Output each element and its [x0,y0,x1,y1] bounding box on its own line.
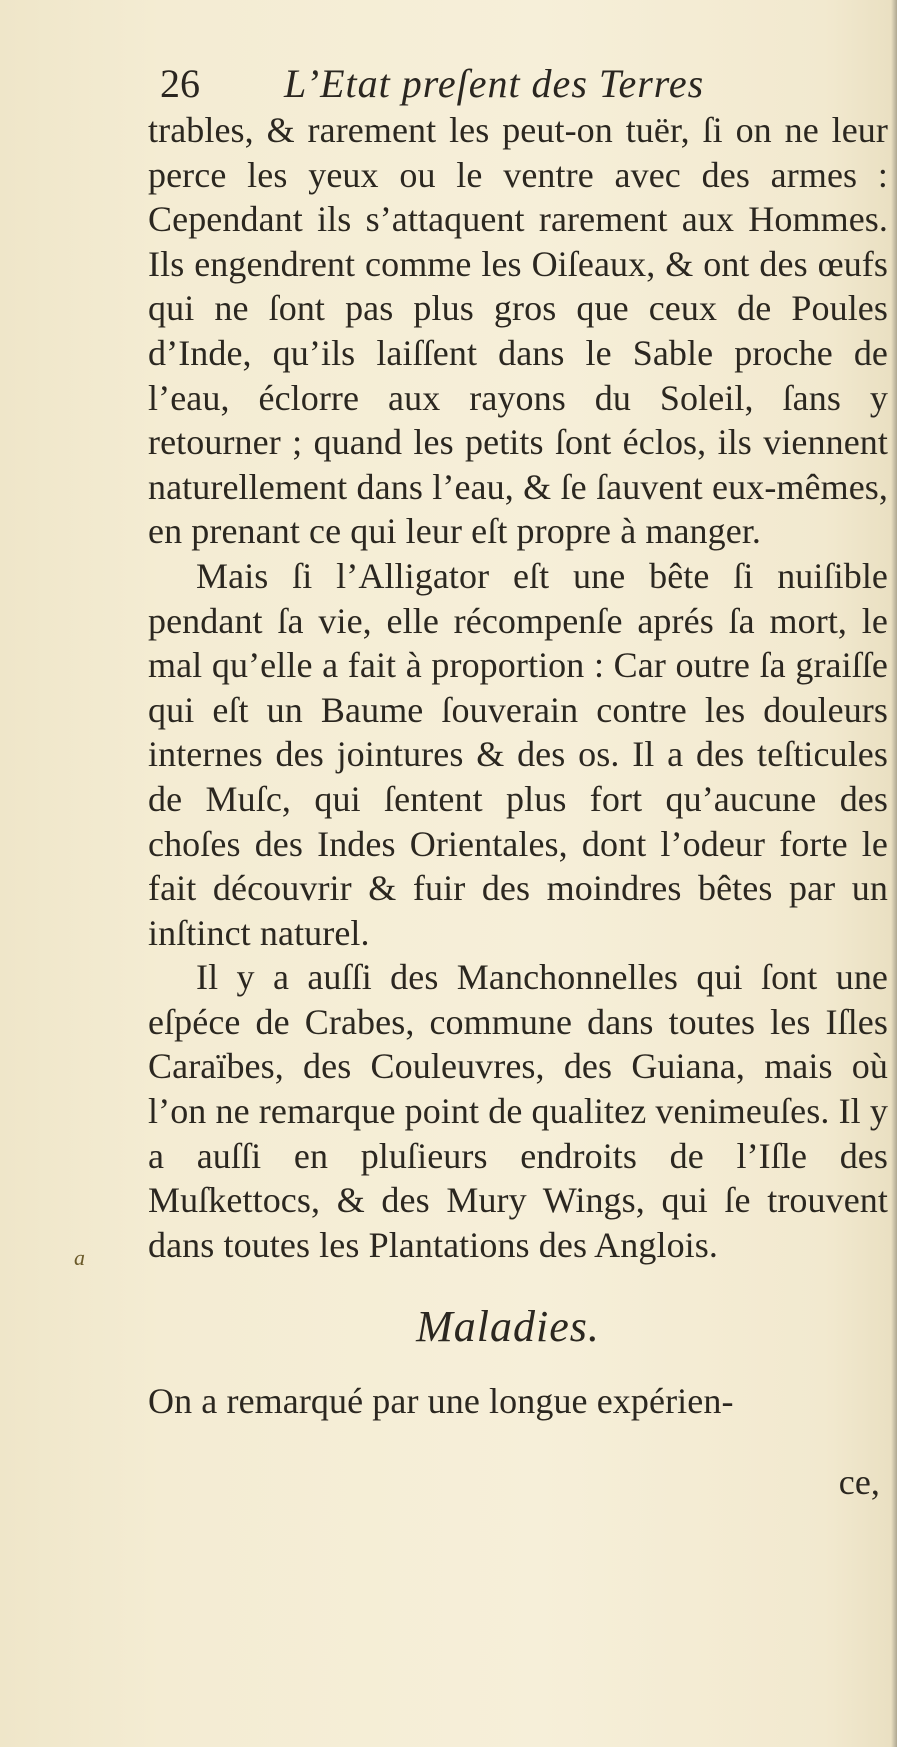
paragraph-maladies: On a remarqué par une longue expérien- [148,1381,734,1422]
running-title: L’Etat preſent des Terres [284,61,705,106]
margin-note: a [74,1245,85,1270]
body-text [148,108,888,1541]
paragraph-manchonnelles: Il y a auſſi des Manchonnelles qui ſont une eſpéce de Crabes, commune dans toutes les Iſles Caraïbes, des Couleuvres, des Guiana, mais où l’on ne remarque point de qualitez venimeuſes. Il y a auſſi en pluſieurs endroits de l’Iſle des Muſkettocs, & des Mury Wings, qui ſe trouvent dans toutes les Plantations des Anglois. [148,957,888,1265]
paragraph-continued: trables, & rarement les peut-on tuër, ſi on ne leur perce les yeux ou le ventre avec des armes : Cependant ils s’attaquent rarement aux Hommes. Ils engendrent comme les Oiſeaux, & ont des œufs qui ne ſont pas plus gros que ceux de Poules d’Inde, qu’ils laiſſent dans le Sable proche de l’eau, éclorre aux rayons du Soleil, ſans y retourner ; quand les petits ſont éclos, ils viennent naturellement dans l’eau, & ſe ſauvent eux-mêmes, en prenant ce qui leur eſt propre à manger. [148,110,888,552]
section-heading: Maladies. [416,1302,600,1352]
paragraph-alligator: Mais ſi l’Alligator eſt une bête ſi nuiſible pendant ſa vie, elle récompenſe aprés ſa mort, le mal qu’elle a fait à proportion : Car outre ſa graiſſe qui eſt un Baume ſouverain contre les douleurs internes des jointures & des os. Il a des teſticules de Muſc, qui ſentent plus fort qu’aucune des choſes des Indes Orientales, dont l’odeur forte le fait découvrir & fuir des moindres bêtes par un inſtinct naturel. [148,555,888,953]
heading-spacer [148,1267,888,1297]
page-number: 26 [160,61,200,106]
catchword: ce, [838,1462,880,1503]
